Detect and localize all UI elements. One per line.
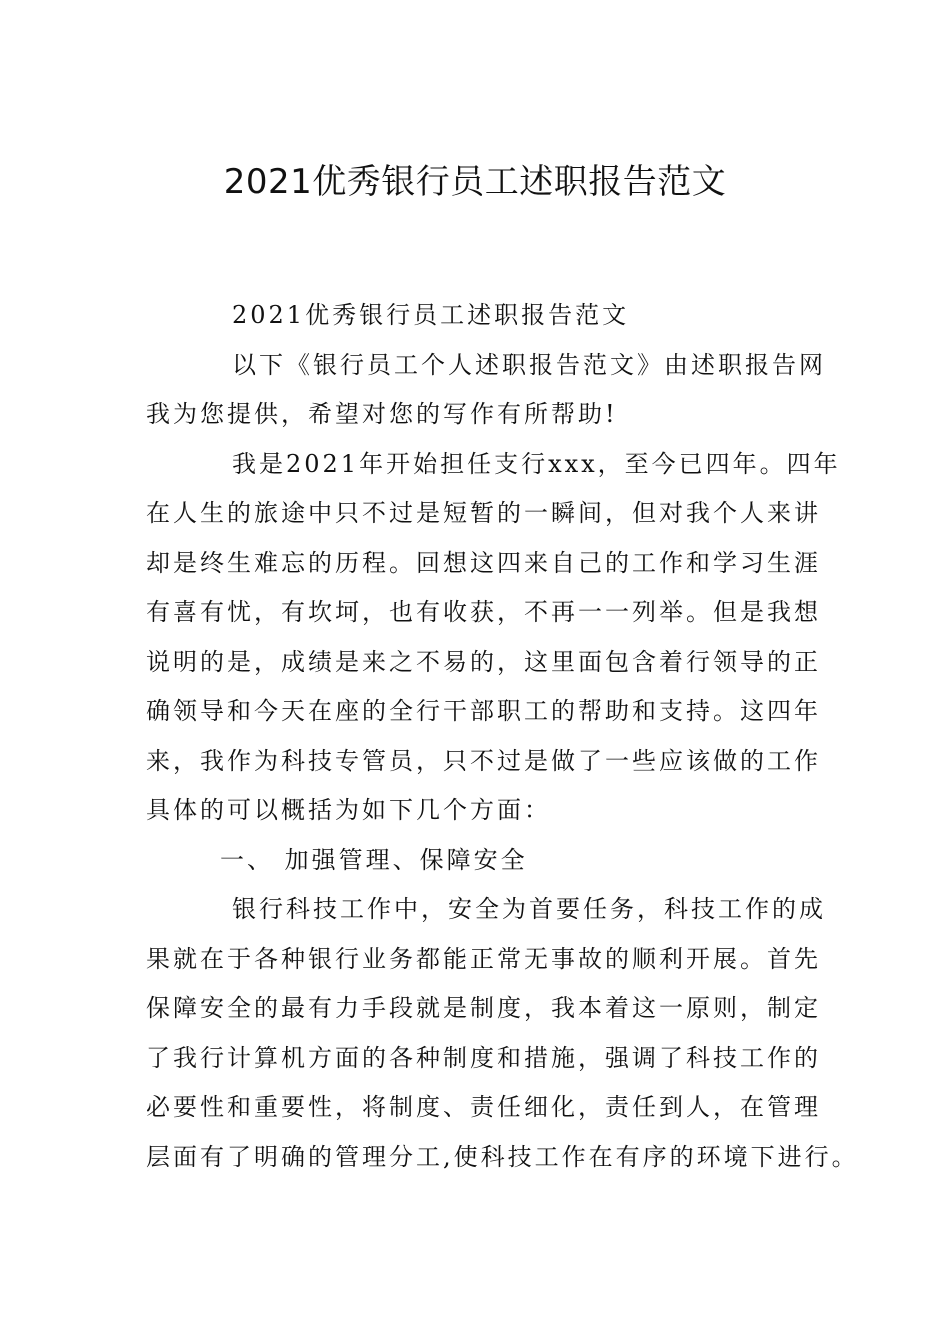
body-line: 具体的可以概括为如下几个方面： (146, 796, 551, 824)
body-line: 保障安全的最有力手段就是制度，我本着这一原则，制定 (146, 994, 821, 1022)
body-line: 果就在于各种银行业务都能正常无事故的顺利开展。首先 (146, 944, 821, 973)
body-line: 以下《银行员工个人述职报告范文》由述职报告网 (232, 350, 826, 379)
body-line: 层面有了明确的管理分工,使科技工作在有序的环境下进行。 (146, 1142, 859, 1171)
document-title: 2021优秀银行员工述职报告范文 (223, 162, 727, 202)
body-line: 我为您提供，希望对您的写作有所帮助! (146, 400, 618, 428)
section-heading: 一、 加强管理、保障安全 (220, 845, 528, 874)
body-line: 我是2021年开始担任支行xxx，至今已四年。四年 (232, 449, 841, 478)
body-line: 了我行计算机方面的各种制度和措施，强调了科技工作的 (146, 1043, 821, 1072)
body-line: 银行科技工作中，安全为首要任务，科技工作的成 (232, 895, 826, 923)
body-line: 却是终生难忘的历程。回想这四来自己的工作和学习生涯 (146, 548, 821, 577)
body-line: 在人生的旅途中只不过是短暂的一瞬间，但对我个人来讲 (146, 499, 821, 527)
body-line: 来，我作为科技专管员，只不过是做了一些应该做的工作 (146, 746, 821, 775)
body-line: 必要性和重要性，将制度、责任细化，责任到人，在管理 (146, 1093, 821, 1121)
body-subtitle-line: 2021优秀银行员工述职报告范文 (232, 301, 630, 329)
body-line: 说明的是，成绩是来之不易的，这里面包含着行领导的正 (146, 647, 821, 676)
body-line: 确领导和今天在座的全行干部职工的帮助和支持。这四年 (146, 697, 821, 725)
body-line: 有喜有忧，有坎坷，也有收获，不再一一列举。但是我想 (146, 598, 821, 626)
document-body (146, 291, 859, 1182)
